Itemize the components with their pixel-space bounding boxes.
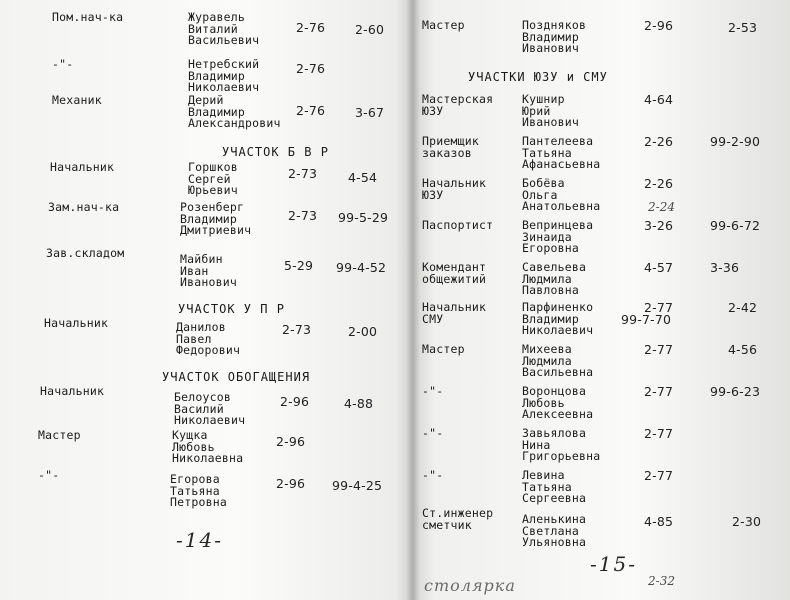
entry-phone-extra: 99-7-70 <box>621 312 672 327</box>
section-heading: УЧАСТОК Б В Р <box>222 145 329 159</box>
entry-name: Поздняков Владимир Иванович <box>522 18 587 55</box>
entry-position: -"- <box>422 468 444 482</box>
entry-phone-primary: 4-85 <box>644 514 674 529</box>
entry-phone-secondary: 3-67 <box>355 105 385 120</box>
entry-phone-primary: 4-57 <box>644 260 674 275</box>
entry-phone-secondary: 2-60 <box>355 22 385 37</box>
entry-phone-primary: 2-77 <box>644 342 674 357</box>
entry-position: Начальник <box>40 384 105 398</box>
entry-phone-secondary: 4-56 <box>728 342 758 357</box>
entry-position: Мастер <box>38 428 81 442</box>
entry-position: Начальник ЮЗУ <box>422 176 487 202</box>
entry-position: -"- <box>38 468 60 482</box>
entry-position: Мастерская ЮЗУ <box>422 92 494 118</box>
entry-name: Савельева Людмила Павловна <box>522 260 587 297</box>
right-page <box>418 0 790 600</box>
entry-position: Паспортист <box>422 218 494 232</box>
entry-phone-primary: 2-96 <box>280 394 310 409</box>
entry-name: Данилов Павел Федорович <box>176 320 241 357</box>
entry-phone-secondary: 99-4-25 <box>332 478 383 493</box>
entry-phone-primary: 2-76 <box>296 20 326 35</box>
entry-position: -"- <box>422 384 444 398</box>
entry-position: Начальник СМУ <box>422 300 487 326</box>
section-heading: УЧАСТКИ ЮЗУ и СМУ <box>468 70 608 84</box>
entry-phone-primary: 2-73 <box>282 322 312 337</box>
entry-name: Михеева Людмила Васильевна <box>522 342 594 379</box>
entry-phone-primary: 2-96 <box>276 476 306 491</box>
entry-name: Вепринцева Зинаида Егоровна <box>522 218 594 255</box>
entry-phone-secondary: 2-42 <box>728 300 758 315</box>
entry-name: Белоусов Василий Николаевич <box>174 390 246 427</box>
entry-name: Егорова Татьяна Петровна <box>170 472 227 509</box>
entry-phone-primary: 2-76 <box>296 103 326 118</box>
section-heading: УЧАСТОК У П Р <box>178 302 285 316</box>
entry-phone-primary: 2-96 <box>644 18 674 33</box>
entry-position: Мастер <box>422 342 465 356</box>
entry-name: Воронцова Любовь Алексеевна <box>522 384 594 421</box>
section-heading: УЧАСТОК ОБОГАЩЕНИЯ <box>162 370 311 384</box>
entry-phone-primary: 2-76 <box>296 61 326 76</box>
page-number: -15- <box>590 552 637 576</box>
handwritten-number: 2-32 <box>648 574 675 588</box>
entry-name: Пантелеева Татьяна Афанасьевна <box>522 134 601 171</box>
entry-name: Майбин Иван Иванович <box>180 252 237 289</box>
entry-phone-primary: 2-73 <box>288 208 318 223</box>
entry-phone-secondary: 4-54 <box>348 170 378 185</box>
entry-name: Кушнир Юрий Иванович <box>522 92 579 129</box>
entry-phone-secondary: 99-6-23 <box>710 384 761 399</box>
entry-phone-secondary: 3-36 <box>710 260 740 275</box>
entry-phone-secondary: 2-30 <box>732 514 762 529</box>
entry-position: Комендант общежитий <box>422 260 487 286</box>
entry-position: Механик <box>52 93 102 107</box>
entry-phone-primary: 2-26 <box>644 134 674 149</box>
entry-phone-primary: 5-29 <box>284 258 314 273</box>
entry-phone-primary: 2-77 <box>644 468 674 483</box>
entry-position: Ст.инженер сметчик <box>422 506 494 532</box>
entry-name: Нетребский Владимир Николаевич <box>188 57 260 94</box>
entry-position: Начальник <box>50 160 115 174</box>
entry-position: Зам.нач-ка <box>48 200 120 214</box>
entry-phone-secondary: 99-2-90 <box>710 134 761 149</box>
entry-name: Аленькина Светлана Ульяновна <box>522 512 587 549</box>
page-number: -14- <box>176 528 223 552</box>
entry-position: Пом.нач-ка <box>52 10 124 24</box>
entry-position: -"- <box>52 57 74 71</box>
entry-phone-secondary: 2-00 <box>348 324 378 339</box>
entry-phone-secondary: 99-6-72 <box>710 218 761 233</box>
handwritten-margin-note: столярка <box>424 576 516 595</box>
entry-phone-primary: 2-73 <box>288 166 318 181</box>
entry-phone-secondary: 4-88 <box>344 396 374 411</box>
entry-position: Приемщик заказов <box>422 134 479 160</box>
entry-phone-primary: 4-64 <box>644 92 674 107</box>
entry-name: Журавель Виталий Васильевич <box>188 10 260 47</box>
entry-phone-primary: 3-26 <box>644 218 674 233</box>
entry-position: Мастер <box>422 18 465 32</box>
entry-phone-primary: 2-26 <box>644 176 674 191</box>
entry-phone-secondary: 99-5-29 <box>338 210 389 225</box>
entry-phone-primary: 2-77 <box>644 384 674 399</box>
entry-name: Бобёва Ольга Анатольевна <box>522 176 601 213</box>
handwritten-number: 2-24 <box>648 200 675 214</box>
entry-phone-primary: 2-77 <box>644 300 674 315</box>
entry-name: Парфиненко Владимир Николаевич <box>522 300 594 337</box>
entry-name: Горшков Сергей Юрьевич <box>188 160 238 197</box>
entry-name: Левина Татьяна Сергеевна <box>522 468 587 505</box>
entry-phone-secondary: 99-4-52 <box>336 260 387 275</box>
entry-name: Завьялова Нина Григорьевна <box>522 426 601 463</box>
entry-position: -"- <box>422 426 444 440</box>
entry-position: Зав.складом <box>46 246 125 260</box>
entry-phone-primary: 2-77 <box>644 426 674 441</box>
entry-position: Начальник <box>44 316 109 330</box>
entry-name: Кущка Любовь Николаевна <box>172 428 244 465</box>
entry-phone-secondary: 2-53 <box>728 20 758 35</box>
entry-name: Дерий Владимир Александрович <box>188 93 281 130</box>
entry-phone-primary: 2-96 <box>276 434 306 449</box>
entry-name: Розенберг Владимир Дмитриевич <box>180 200 252 237</box>
